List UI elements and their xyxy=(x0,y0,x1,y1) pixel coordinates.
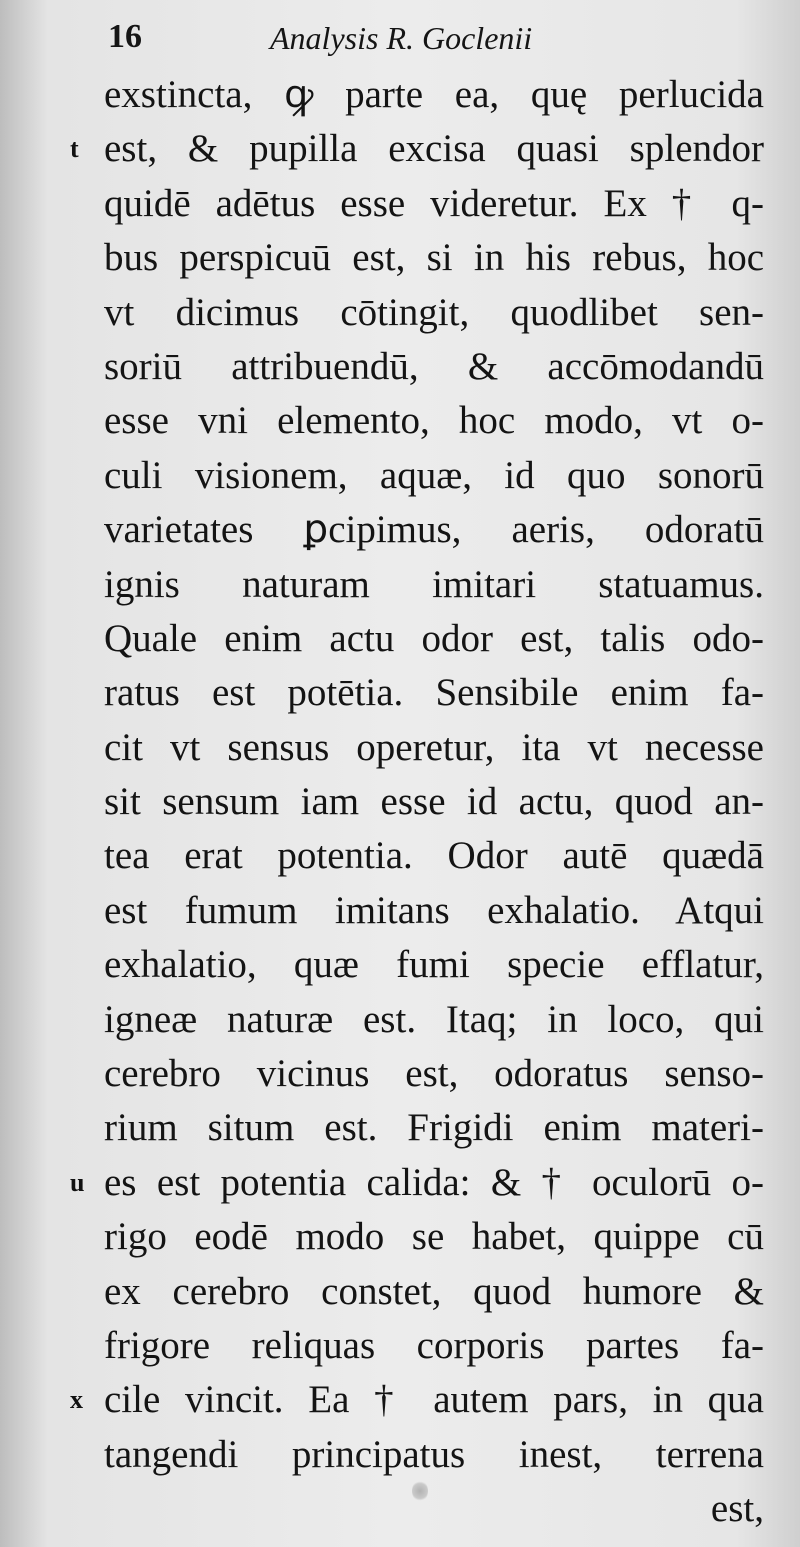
running-head: Analysis R. Goclenii xyxy=(270,20,533,56)
line-text: ratus est potētia. Sensibile enim fa- xyxy=(104,671,764,715)
line-text: rigo eodē modo se habet, quippe cū xyxy=(104,1215,764,1259)
margin-marker: u xyxy=(70,1167,85,1197)
text-line xyxy=(104,721,764,775)
text-line xyxy=(104,1319,764,1373)
text-line xyxy=(70,122,764,176)
text-line xyxy=(104,1265,764,1319)
page-header xyxy=(108,18,748,64)
line-text: vt dicimus cōtingit, quodlibet sen- xyxy=(104,290,764,334)
text-line xyxy=(104,666,764,720)
text-line xyxy=(104,286,764,340)
line-text: cile vincit. Ea † autem pars, in qua xyxy=(104,1378,764,1422)
line-text: soriū attribuendū, & accōmodandū xyxy=(104,344,764,388)
line-text: Quale enim actu odor est, talis odo- xyxy=(104,616,764,660)
line-text: culi visionem, aquæ, id quo sonorū xyxy=(104,453,764,497)
line-text: est fumum imitans exhalatio. Atqui xyxy=(104,888,764,932)
text-line xyxy=(104,449,764,503)
text-line xyxy=(104,775,764,829)
line-text: quidē adētus esse videretur. Ex † q- xyxy=(104,181,764,225)
line-text: ex cerebro constet, quod humore & xyxy=(104,1269,764,1313)
text-line xyxy=(104,612,764,666)
body-text xyxy=(70,68,764,1537)
text-line xyxy=(104,829,764,883)
text-line xyxy=(104,1428,764,1482)
line-text: est, & pupilla excisa quasi splendor xyxy=(104,127,764,171)
line-text: ignis naturam imitari statuamus. xyxy=(104,562,764,606)
text-line xyxy=(104,938,764,992)
catchword: est, xyxy=(710,1487,764,1531)
text-line xyxy=(104,340,764,394)
text-line xyxy=(104,1047,764,1101)
line-text: frigore reliquas corporis partes fa- xyxy=(104,1323,764,1367)
text-line xyxy=(104,68,764,122)
line-text: exhalatio, quæ fumi specie efflatur, xyxy=(104,943,764,987)
text-line xyxy=(104,558,764,612)
line-text: tangendi principatus inest, terrena xyxy=(104,1432,764,1476)
line-text: esse vni elemento, hoc modo, vt o- xyxy=(104,399,764,443)
text-line xyxy=(104,993,764,1047)
line-text: cerebro vicinus est, odoratus senso- xyxy=(104,1052,764,1096)
line-text: sit sensum iam esse id actu, quod an- xyxy=(104,780,764,824)
text-line xyxy=(104,1210,764,1264)
text-line xyxy=(104,394,764,448)
line-text: rium situm est. Frigidi enim materi- xyxy=(104,1106,764,1150)
text-line xyxy=(104,177,764,231)
text-line xyxy=(104,1101,764,1155)
ink-smudge xyxy=(412,1480,428,1502)
text-line xyxy=(104,231,764,285)
text-line xyxy=(70,1156,764,1210)
line-text: es est potentia calida: & † oculorū o- xyxy=(104,1160,764,1204)
text-line xyxy=(104,503,764,557)
line-text: exstincta, ꝙ parte ea, quę perlucida xyxy=(104,73,764,116)
line-text: cit vt sensus operetur, ita vt necesse xyxy=(104,725,764,769)
margin-marker: x xyxy=(70,1385,83,1415)
line-text: igneæ naturæ est. Itaq; in loco, qui xyxy=(104,997,764,1041)
page-number: 16 xyxy=(108,18,142,55)
text-line xyxy=(70,1373,764,1427)
line-text: tea erat potentia. Odor autē quædā xyxy=(104,834,764,878)
line-text: varietates ꝑcipimus, aeris, odoratū xyxy=(104,508,764,552)
margin-marker: t xyxy=(70,134,79,164)
line-text: bus perspicuū est, si in his rebus, hoc xyxy=(104,236,764,280)
text-line xyxy=(104,884,764,938)
